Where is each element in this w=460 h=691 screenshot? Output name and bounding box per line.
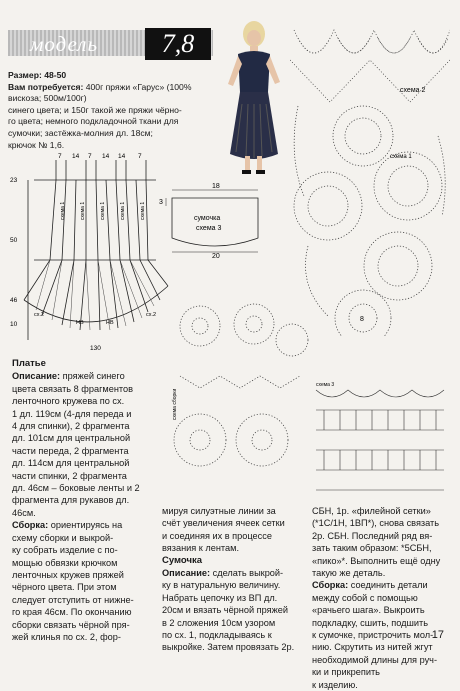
text-line: ку в натуральную величину. (162, 580, 281, 591)
schema2-label: схема 2 (400, 87, 426, 94)
text-line: фрагмента для рукавов дл. (12, 495, 130, 506)
text-line: следует отступить от нижне- (12, 594, 134, 605)
text-line: такую же деталь. (312, 568, 386, 579)
text-line: го края 46см. По окончанию (12, 607, 132, 618)
strip-label: схема 1 (100, 201, 106, 220)
text-line: ки и прикрепить (312, 667, 380, 678)
text-line: в 2 сложения 10см узором (162, 617, 276, 628)
text-line: и соединяя их в процессе (162, 530, 272, 541)
needed-label: Вам потребуется: (8, 81, 84, 92)
text-line: 20см и вязать чёрной пряжей (162, 605, 289, 616)
text-line: дл. 114см для центральной (12, 458, 130, 469)
text-line: между собой с помощью (312, 592, 418, 603)
text-line: сборки связать чёрной пря- (12, 619, 130, 630)
text-line: дл. 101см для центральной (12, 433, 131, 444)
cx2-label: сх.2 (146, 312, 157, 318)
top-dim: 7 (58, 153, 62, 160)
page-number: 17 (431, 629, 444, 641)
desc-label: Описание: (12, 371, 61, 382)
side-dim: 10 (10, 321, 18, 328)
side-dim: 23 (10, 177, 18, 184)
assembly-label: Сборка: (312, 580, 349, 591)
text-line: счёт увеличения ячеек сетки (162, 518, 285, 529)
text-line: чёрного цвета. При этом (12, 582, 117, 593)
bottom-dim: 130 (90, 345, 101, 352)
text-line: (*1С/1Н, 1ВП*), снова связать (312, 518, 440, 529)
text-line: 4 для спинки), 2 фрагмента (12, 421, 130, 432)
text-line: по сх. 1, подкладываясь к (162, 630, 272, 641)
bag-left-dim: 3 (159, 199, 163, 206)
side-dim: 50 (10, 237, 18, 244)
materials-line: вискоза; 500м/100г) (8, 93, 87, 104)
top-dim: 7 (138, 153, 142, 160)
top-dim: 7 (88, 153, 92, 160)
hb-label: НВ (76, 320, 84, 326)
model-label: модель (30, 32, 99, 56)
bag-title: Сумочка (162, 554, 203, 566)
lace-schema-3 (312, 380, 448, 500)
text-line: нию. Скрутить из нитей жгут (312, 642, 433, 653)
text-line: жей клинья по сх. 2, фор- (12, 631, 121, 642)
materials-block (8, 70, 213, 151)
top-dim: 14 (72, 153, 80, 160)
text-line: части переда, 2 фрагмента (12, 445, 129, 456)
bag-bottom-dim: 20 (212, 253, 220, 258)
schema3-label: схема 3 (316, 382, 335, 388)
lace-schema-2 (290, 16, 450, 104)
dress-title: Платье (12, 358, 46, 369)
top-dim: 14 (102, 153, 110, 160)
text-line: подкладку, сшить, подшить (312, 617, 429, 628)
text-line: «рачьего шага». Выкроить (312, 605, 425, 616)
text-line: мируя силуэтные линии за (162, 506, 276, 516)
materials-line: крючок № 1,6. (8, 139, 65, 150)
text-line: соединить детали (350, 580, 428, 591)
bag-schema-label: схема 3 (196, 225, 222, 232)
text-line: зать таким образом: *5СБН, (312, 543, 432, 554)
text-line: СБН, 1р. «филейной сетки» (312, 506, 431, 516)
strip-label: схема 1 (140, 201, 146, 220)
bag-schema (158, 180, 266, 258)
size-label: Размер: 48-50 (8, 70, 67, 80)
bag-assembly-label: схема сборки (172, 388, 178, 420)
text-line: сделать выкрой- (212, 568, 284, 579)
flower-motifs (170, 300, 310, 500)
text-line: цвета связать 8 фрагментов (12, 383, 134, 394)
desc-label: Описание: (162, 568, 211, 579)
strip-label: схема 1 (60, 201, 66, 220)
text-line: ленточных кружев пряжей (12, 569, 124, 580)
text-line: схему сборки и выкрой- (12, 532, 114, 543)
assembly-label: Сборка: (12, 520, 49, 531)
text-line: ку собрать изделие с по- (12, 545, 118, 556)
text-line: выкройке. Затем провязать 2р. (162, 642, 295, 653)
text-line: «пико»*. Выполнить ещё одну (312, 555, 441, 566)
strip-label: схема 1 (80, 201, 86, 220)
text-line: дл. 46см – боковые ленты и 2 (12, 483, 140, 494)
materials-line: го цвета; немного подкладочной ткани для (8, 116, 179, 127)
bag-text (162, 505, 310, 654)
side-dim: 46 (10, 297, 18, 304)
text-line: ориентируясь на (50, 520, 123, 531)
text-line: ленточного кружева по сх. (12, 396, 125, 407)
materials-line: синего цвета; и 150г такой же пряжи чёрно- (8, 104, 182, 115)
text-line: Набрать цепочку из ВП дл. (162, 592, 278, 603)
center-number: 8 (360, 316, 364, 323)
text-line: 46см. (12, 507, 36, 518)
cx2-label: сх.2 (34, 312, 45, 318)
bag-top-dim: 18 (212, 183, 220, 190)
text-line: необходимой длины для руч- (312, 654, 438, 665)
materials-line: сумочки; застёжка-молния дл. 18см; (8, 127, 153, 138)
dress-text (12, 358, 160, 643)
text-line: 1 дл. 119см (4-для переда и (12, 408, 132, 419)
bag-title: сумочка (194, 215, 221, 222)
hb-label: НВ (106, 320, 114, 326)
strip-label: схема 1 (120, 201, 126, 220)
text-line: мощью обвязки крючком (12, 557, 118, 568)
top-dim: 14 (118, 153, 126, 160)
schema1-label: схема 1 (390, 154, 412, 160)
text-line: пряжей синего (62, 371, 125, 382)
text-line: к сумочке, пристрочить мол- (312, 630, 434, 641)
text-line: 2р. СБН. Последний ряд вя- (312, 530, 433, 541)
dress-schema (6, 150, 176, 355)
text-line: части спинки, 2 фрагмента (12, 470, 127, 481)
model-number: 7,8 (145, 28, 211, 60)
bag-assembly-text (312, 505, 452, 691)
text-line: вязания к лентам. (162, 543, 240, 554)
text-line: к изделию. (312, 679, 358, 690)
materials-line: 400г пряжи «Гарус» (100% (85, 81, 192, 92)
